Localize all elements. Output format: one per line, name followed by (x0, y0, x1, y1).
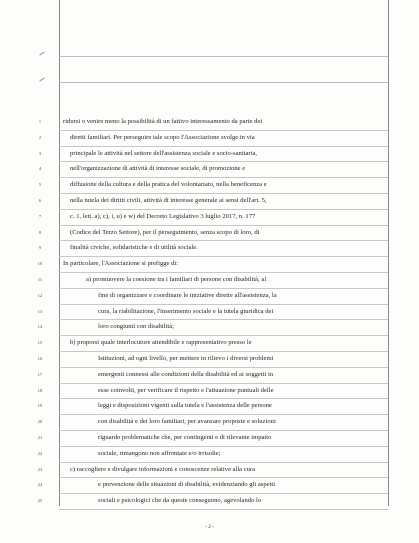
line-text: a) promuovere la coesione tra i familiari di persone con disabilità, al (86, 276, 267, 283)
document-line (0, 210, 419, 226)
document-line (0, 289, 419, 305)
line-number: 22 (37, 450, 43, 456)
line-number: 10 (37, 261, 43, 267)
document-line (0, 352, 419, 368)
document-line (0, 257, 419, 273)
line-text: riguardo problematiche che, per contingenti e di rilevante impatto (98, 434, 272, 441)
line-text: cura, la riabilitazione, l'inserimento sociale e la tutela giuridica dei (98, 307, 274, 315)
document-line (0, 447, 419, 463)
line-number: 8 (38, 229, 42, 235)
line-number: 12 (37, 292, 43, 298)
line-number: 13 (37, 308, 43, 314)
line-text: b) proporsi quale interlocutore attendibile e rappresentativo presso le (70, 339, 252, 347)
blank-rule (59, 82, 388, 83)
line-number: 2 (38, 134, 42, 140)
line-number: 3 (38, 150, 42, 156)
line-text: nell'organizzazione di attività di interesse sociale, di promozione e (70, 165, 246, 173)
document-line (0, 415, 419, 431)
line-text: (Codice del Terzo Settore), per il perseguimento, senza scopo di loro, di (70, 228, 260, 236)
document-line (0, 241, 419, 257)
line-text: leggi e disposizioni vigenti sulla tutela e l'assistenza delle persone (98, 402, 272, 410)
document-line (0, 463, 419, 479)
line-text: esse coinvolti, per verificare il rispetto e l'attuazione puntuali delle (98, 386, 274, 394)
line-number: 9 (38, 245, 42, 251)
document-line (0, 320, 419, 336)
line-text: nella tutela dei diritti civili, attività di interesse generale ai sensi dell'art. 5, (70, 197, 267, 204)
line-number: 18 (37, 387, 43, 393)
line-text: c) raccogliere e divulgare informazioni e conoscenze relative alla cura (70, 465, 256, 473)
line-number: 1 (38, 119, 42, 124)
line-text: diffusione della cultura e della pratica del volontariato, nella beneficenza e (70, 181, 267, 189)
line-text: con disabilità e dei loro familiari, per avanzare proposte e soluzioni (98, 418, 276, 426)
line-number: 11 (37, 277, 43, 282)
line-number: 5 (38, 182, 42, 188)
line-text: sociale, rimangono non affrontate e/o irrisolte; (98, 449, 221, 457)
blank-rule (59, 56, 388, 57)
line-number: 20 (37, 419, 43, 425)
line-number: 17 (37, 371, 43, 377)
page-number: - 2 - (204, 524, 215, 530)
document-line (0, 494, 419, 510)
line-number: 24 (37, 482, 43, 488)
document-line (0, 305, 419, 321)
line-text: loro congiunti con disabilità; (98, 323, 174, 331)
document-line (0, 273, 419, 289)
line-number: 4 (38, 166, 42, 172)
document-line (0, 147, 419, 163)
document-line (0, 384, 419, 400)
document-line (0, 194, 419, 210)
line-text: principale le attività nel settore dell'assistenza sociale e socio-sanitaria, (70, 149, 258, 157)
line-text: In particolare, l'Associazione si prefigge di: (63, 260, 179, 268)
document-line (0, 336, 419, 352)
document-line (0, 478, 419, 494)
line-number: 6 (38, 198, 42, 203)
line-text: finalità civiche, solidaristiche e di utilità sociale. (70, 244, 198, 252)
document-line (0, 178, 419, 194)
document-line (0, 131, 419, 147)
line-number: 23 (37, 466, 43, 472)
document-line (0, 115, 419, 131)
line-text: e prevenzione delle situazioni di disabilità, evidenziando gli aspetti (98, 481, 276, 489)
line-text: sociali e psicologici che da queste conseguono, agevolando lo (98, 497, 262, 505)
document-line (0, 399, 419, 415)
line-text: c. 1, lett. a), c), i, u) e w) del Decreto Legislativo 3 luglio 2017, n. 177 (70, 212, 256, 220)
line-text: diretti familiari. Per perseguire tale scopo l'Associazione svolge in via (70, 133, 255, 141)
line-text: emergenti connessi alle condizioni della disabilità ed ai soggetti in (98, 370, 274, 378)
line-number: 19 (37, 403, 43, 409)
scan-mark (39, 77, 44, 81)
line-rule (59, 509, 388, 510)
document-line (0, 226, 419, 242)
document-line (0, 368, 419, 384)
scan-mark (39, 51, 44, 55)
document-line (0, 431, 419, 447)
line-text: ridursi o venire meno la possibilità di un fattivo interessamento da parte dei (63, 118, 263, 125)
line-number: 16 (37, 356, 43, 361)
line-number: 14 (37, 324, 43, 330)
line-number: 7 (38, 213, 42, 219)
document-line (0, 162, 419, 178)
line-number: 21 (37, 435, 43, 440)
line-text: fine di organizzare e coordinare le iniziative dirette all'assistenza, la (98, 291, 277, 299)
line-text: Istituzioni, ad ogni livello, per mettere in rilievo i diversi problemi (98, 355, 274, 362)
line-number: 25 (37, 498, 43, 504)
line-number: 15 (37, 340, 43, 346)
